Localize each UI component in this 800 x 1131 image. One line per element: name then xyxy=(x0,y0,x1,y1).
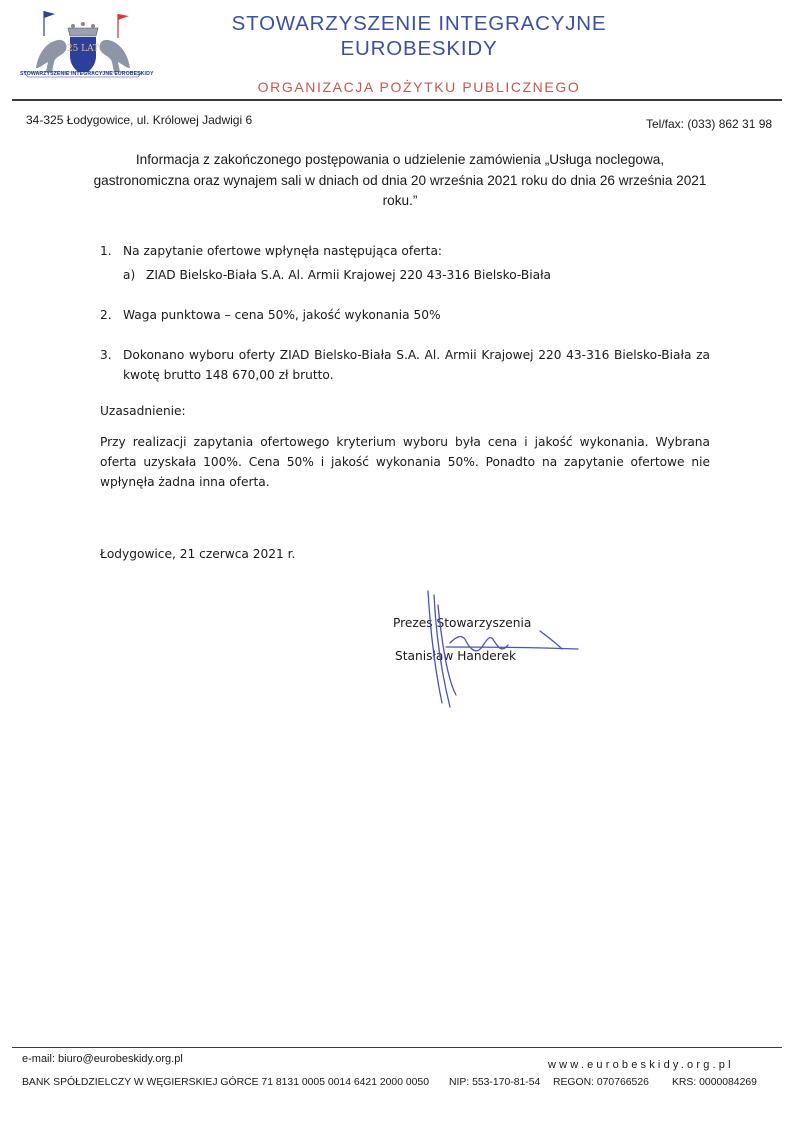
signatory-name: Stanisław Handerek xyxy=(395,649,517,663)
logo-caption: STOWARZYSZENIE INTEGRACYJNE EUROBESKIDY xyxy=(20,71,154,77)
list-item-number: 1. xyxy=(100,244,112,258)
place-and-date: Łodygowice, 21 czerwca 2021 r. xyxy=(100,547,296,561)
list-item-number: 2. xyxy=(100,308,112,322)
list-item-text: Waga punktowa – cena 50%, jakość wykonania 50% xyxy=(123,308,441,322)
list-subitem-letter: a) xyxy=(123,268,136,282)
footer-email: e-mail: biuro@eurobeskidy.org.pl xyxy=(22,1053,183,1065)
list-item-text: Na zapytanie ofertowe wpłynęła następująca oferta: xyxy=(123,244,443,258)
organization-telfax: Tel/fax: (033) 862 31 98 xyxy=(646,117,773,131)
footer-divider xyxy=(12,1047,782,1048)
logo-emblem-icon xyxy=(18,6,154,90)
signatory-title: Prezes Stowarzyszenia xyxy=(393,616,532,630)
organization-subtitle: ORGANIZACJA POŻYTKU PUBLICZNEGO xyxy=(257,79,581,95)
justification-text: Przy realizacji zapytania ofertowego kryterium wyboru była cena i jakość wykonania. Wybrana oferta uzyskała 100%. Cena 50% i jakość wykonania 50%. Ponadto na zapytanie ofertowe nie wpłynęła żadna inna oferta. xyxy=(100,435,710,489)
footer-website: www.eurobeskidy.org.pl xyxy=(548,1059,734,1071)
organization-name: STOWARZYSZENIE INTEGRACYJNE EUROBESKIDY xyxy=(231,12,607,60)
footer-bank-account: BANK SPÓŁDZIELCZY W WĘGIERSKIEJ GÓRCE 71 8131 0005 0014 6421 2000 0050 xyxy=(22,1077,429,1088)
logo-badge-number: 25 LAT xyxy=(66,44,100,54)
footer-regon: REGON: 070766526 xyxy=(553,1077,649,1088)
list-subitem-text: ZIAD Bielsko-Biała S.A. Al. Armii Krajowej 220 43-316 Bielsko-Biała xyxy=(146,268,552,282)
list-item-number: 3. xyxy=(100,348,112,362)
organization-logo xyxy=(18,6,154,90)
document-subject: Informacja z zakończonego postępowania o udzielenie zamówienia „Usługa noclegowa, gastronomiczna oraz wynajem sali w dniach od dnia 20 września 2021 roku do dnia 26 września 2021 roku.” xyxy=(93,152,707,208)
handwritten-signature-icon xyxy=(390,585,590,715)
justification-label: Uzasadnienie: xyxy=(100,404,186,418)
footer-nip: NIP: 553-170-81-54 xyxy=(449,1077,541,1088)
list-item-text: Dokonano wyboru oferty ZIAD Bielsko-Biała S.A. Al. Armii Krajowej 220 43-316 Bielsko-Biała za kwotę brutto 148 670,00 zł brutto. xyxy=(123,348,710,382)
signature-block xyxy=(390,585,590,715)
organization-address: 34-325 Łodygowice, ul. Królowej Jadwigi 6 xyxy=(26,113,253,127)
footer-krs: KRS: 0000084269 xyxy=(672,1077,757,1088)
header-divider xyxy=(12,99,782,101)
